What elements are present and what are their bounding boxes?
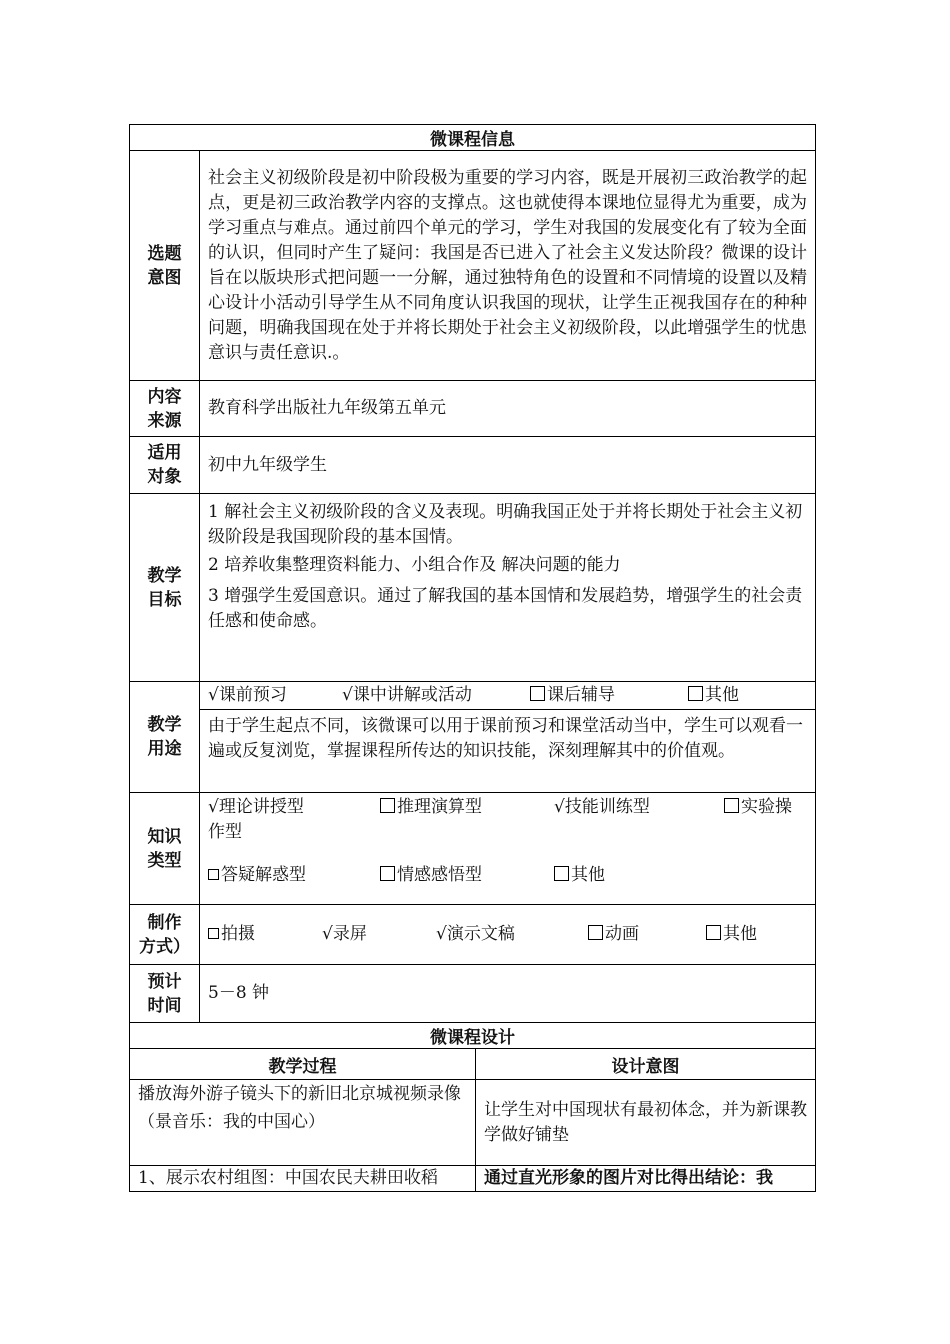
goal-item: 2 培养收集整理资料能力、小组合作及 解决问题的能力: [208, 555, 621, 575]
column-header-intent: 设计意图: [476, 1049, 816, 1080]
label-knowledge: 知识 类型: [130, 793, 200, 905]
knowledge-option-theory[interactable]: √理论讲授型: [208, 797, 304, 817]
audience-text: 初中九年级学生: [200, 437, 816, 494]
knowledge-options: [200, 793, 816, 905]
label-intent: 选题 意图: [130, 151, 200, 381]
usage-option-other[interactable]: 其他: [688, 683, 739, 708]
column-header-process: 教学过程: [130, 1049, 476, 1080]
design-process-cell: [130, 1080, 476, 1166]
label-source: 内容 来源: [130, 381, 200, 437]
source-text: 教育科学出版社九年级第五单元: [200, 381, 816, 437]
label-method: 制作 方式）: [130, 905, 200, 965]
process-line: 播放海外游子镜头下的新旧北京城视频录像: [138, 1084, 461, 1104]
checkbox-icon: [724, 798, 739, 813]
design-intent-cell: 通过直光形象的图片对比得出结论：我: [476, 1166, 816, 1192]
checkbox-icon: [380, 798, 395, 813]
intent-text: 社会主义初级阶段是初中阶段极为重要的学习内容，既是开展初三政治教学的起点，更是初三政治教学内容的支撑点。这也就使得本课地位显得尤为重要，成为学习重点与难点。通过前四个单元的学习，学生对我国的发展变化有了较为全面的认识，但同时产生了疑问：我国是否已进入了社会主义发达阶段？微课的设计旨在以版块形式把问题一一分解，通过独特角色的设置和不同情境的设置以及精心设计小活动引导学生从不同角度认识我国的现状，让学生正视我国存在的种种问题，明确我国现在处于并将长期处于社会主义初级阶段，以此增强学生的忧患意识与责任意识.。: [200, 151, 816, 381]
checkbox-icon: [380, 866, 395, 881]
process-line: （景音乐：我的中国心）: [138, 1112, 325, 1132]
method-option-slides[interactable]: √演示文稿: [436, 924, 515, 944]
usage-option-tutoring[interactable]: 课后辅导: [530, 683, 688, 708]
knowledge-option-reasoning[interactable]: 推理演算型: [380, 795, 554, 820]
knowledge-option-wrap: 作型: [208, 822, 242, 842]
checkbox-icon: [208, 869, 219, 880]
checkbox-icon: [706, 925, 721, 940]
label-usage: 教学 用途: [130, 682, 200, 793]
usage-text: 由于学生起点不同，该微课可以用于课前预习和课堂活动当中，学生可以观看一遍或反复浏览，掌握课程所传达的知识技能，深刻理解其中的价值观。: [200, 710, 816, 793]
section-title-info: 微课程信息: [130, 125, 816, 151]
goal-item: 3 增强学生爱国意识。通过了解我国的基本国情和发展趋势，增强学生的社会责任感和使命感。: [208, 586, 803, 631]
label-goals: 教学 目标: [130, 494, 200, 682]
design-process-cell: 1、展示农村组图：中国农民夫耕田收稻: [130, 1166, 476, 1192]
checkbox-icon: [588, 925, 603, 940]
method-option-animation[interactable]: 动画: [588, 922, 706, 947]
course-info-sheet: [129, 124, 815, 1192]
course-design-table: [129, 1022, 816, 1192]
method-option-shoot[interactable]: 拍摄: [208, 922, 322, 947]
knowledge-option-emotion[interactable]: 情感感悟型: [380, 863, 554, 888]
goal-item: 1 解社会主义初级阶段的含义及表现。明确我国正处于并将长期处于社会主义初级阶段是我国现阶段的基本国情。: [208, 502, 803, 547]
course-info-table: [129, 124, 816, 1023]
label-time: 预计 时间: [130, 965, 200, 1023]
knowledge-option-skill[interactable]: √技能训练型: [554, 797, 650, 817]
method-option-screen[interactable]: √录屏: [322, 924, 367, 944]
label-audience: 适用 对象: [130, 437, 200, 494]
section-title-design: 微课程设计: [130, 1023, 816, 1049]
checkbox-icon: [208, 928, 219, 939]
usage-option-preview[interactable]: √课前预习: [208, 685, 287, 705]
method-option-other[interactable]: 其他: [706, 922, 757, 947]
knowledge-option-other[interactable]: 其他: [554, 863, 605, 888]
time-text: 5－8 钟: [200, 965, 816, 1023]
design-intent-cell: 让学生对中国现状有最初体念，并为新课教学做好铺垫: [476, 1080, 816, 1166]
checkbox-icon: [554, 866, 569, 881]
goals-text: [200, 494, 816, 682]
method-options: [200, 905, 816, 965]
checkbox-icon: [688, 686, 703, 701]
usage-options: [200, 682, 816, 710]
knowledge-option-experiment[interactable]: 实验操: [724, 795, 792, 820]
knowledge-option-qa[interactable]: 答疑解惑型: [208, 863, 380, 888]
usage-option-inclass[interactable]: √课中讲解或活动: [342, 685, 472, 705]
checkbox-icon: [530, 686, 545, 701]
